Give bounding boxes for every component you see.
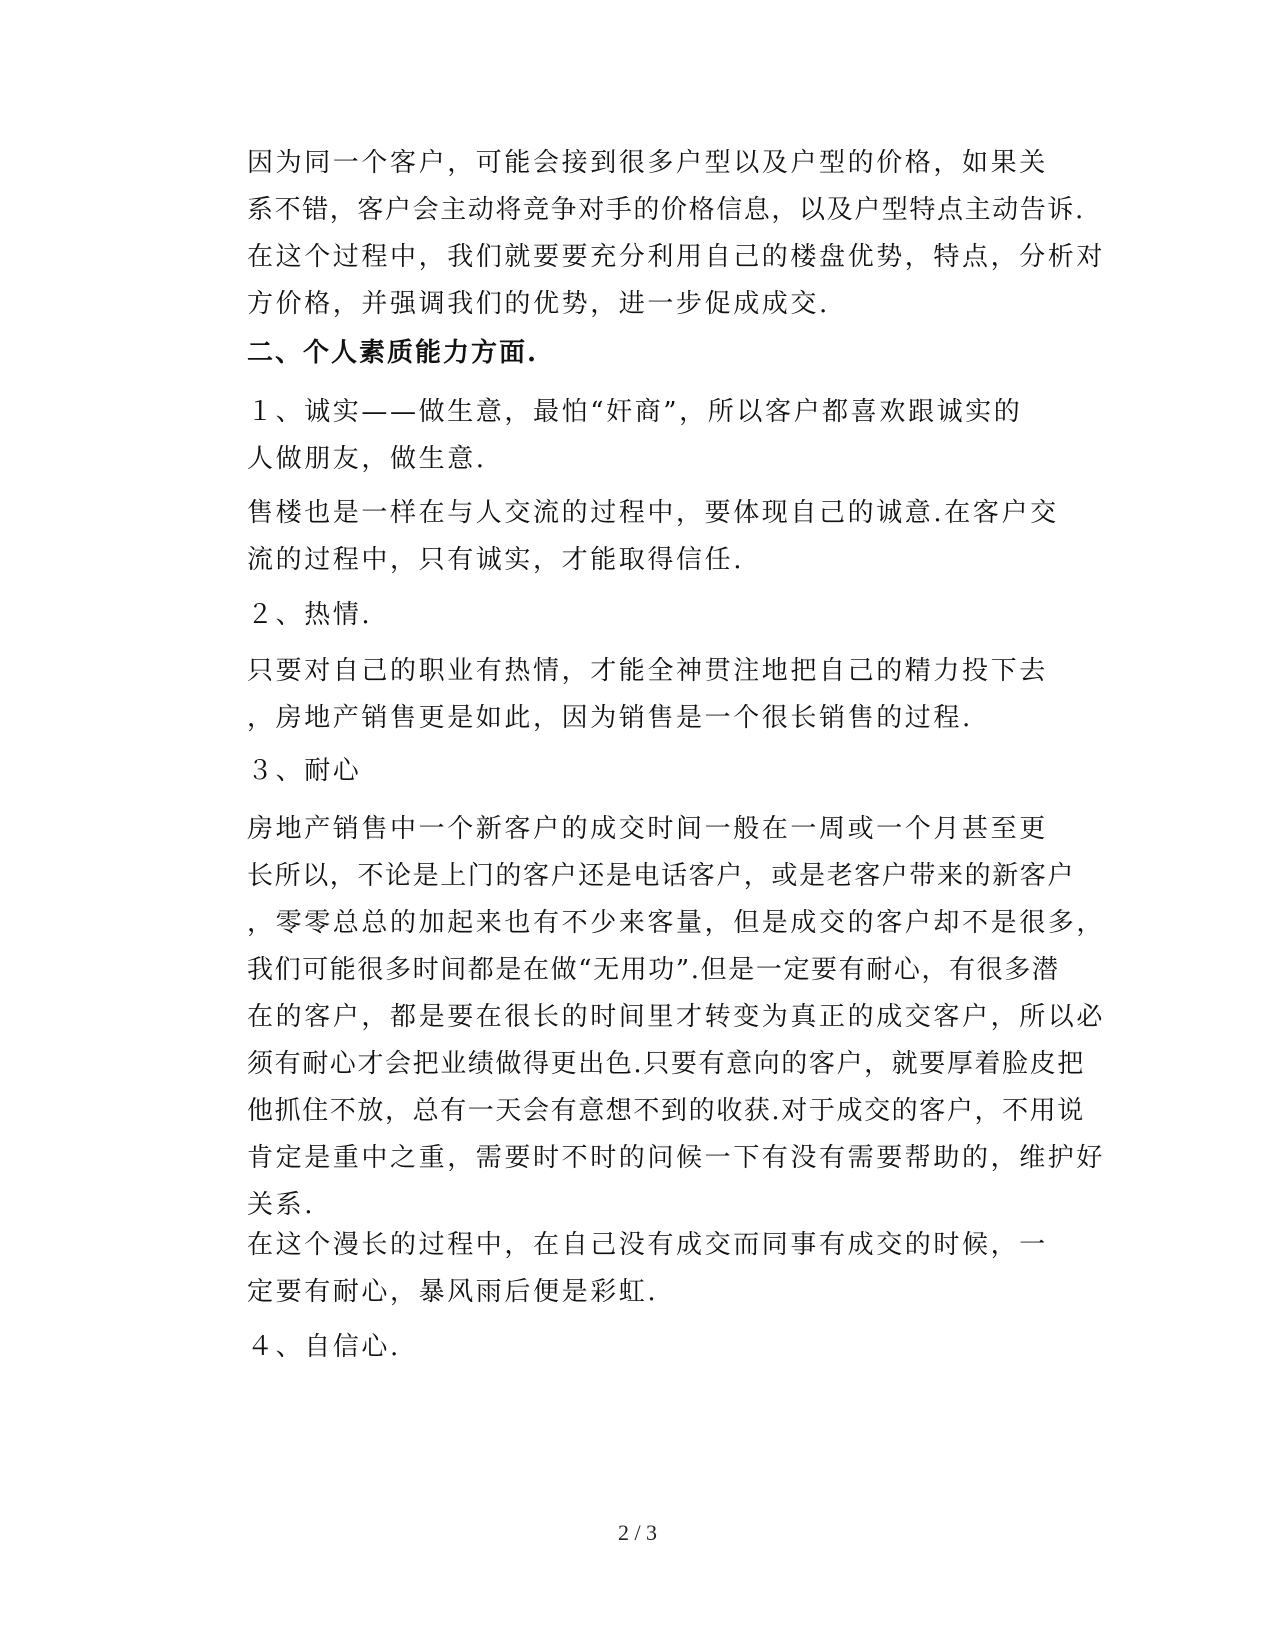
list-item-patience [188,748,1068,795]
text-line: ３、耐心 [247,756,362,786]
text-line: 因为同一个客户，可能会接到很多户型以及户型的价格，如果关 [247,148,1048,178]
text-line: ２、热情. [247,600,373,630]
text-line: 系不错，客户会主动将竞争对手的价格信息，以及户型特点主动告诉. [247,195,1085,225]
paragraph-sales-honesty [188,490,1068,584]
list-item-confidence [188,1324,1068,1371]
paragraph-competitor-pricing [188,140,1106,328]
text-line: 流的过程中，只有诚实，才能取得信任. [247,545,745,575]
paragraph-honesty [188,389,1068,483]
text-line: 关系. [247,1190,316,1220]
paragraph-enthusiasm [188,648,1068,742]
paragraph-patience [188,806,1106,1229]
text-line: 他抓住不放，总有一天会有意想不到的收获.对于成交的客户，不用说 [247,1096,1085,1126]
text-line: 长所以，不论是上门的客户还是电话客户，或是老客户带来的新客户 [247,861,1076,891]
text-line: ４、自信心. [247,1332,401,1362]
text-line: ，零零总总的加起来也有不少来客量，但是成交的客户却不是很多， [247,908,1106,938]
text-line: 房地产销售中一个新客户的成交时间一般在一周或一个月甚至更 [247,814,1048,844]
heading-text: 二、个人素质能力方面. [247,338,539,368]
text-line: 只要对自己的职业有热情，才能全神贯注地把自己的精力投下去 [247,656,1048,686]
text-line: 方价格，并强调我们的优势，进一步促成成交. [247,289,830,319]
text-line: 售楼也是一样在与人交流的过程中，要体现自己的诚意.在客户交 [247,498,1059,528]
text-line: 人做朋友，做生意. [247,444,487,474]
section-heading [188,330,1068,377]
page-number: 2 / 3 [617,1520,658,1545]
text-line: 定要有耐心，暴风雨后便是彩虹. [247,1277,659,1307]
text-line: 须有耐心才会把业绩做得更出色.只要有意向的客户，就要厚着脸皮把 [247,1049,1085,1079]
text-line: 在这个过程中，我们就要要充分利用自己的楼盘优势，特点，分析对 [247,242,1106,272]
text-line: １、诚实——做生意，最怕“奸商”，所以客户都喜欢跟诚实的 [247,397,1023,427]
text-line: 我们可能很多时间都是在做“无用功”.但是一定要有耐心，有很多潜 [247,955,1060,985]
text-line: 肯定是重中之重，需要时不时的问候一下有没有需要帮助的，维护好 [247,1143,1106,1173]
text-line: 在这个漫长的过程中，在自己没有成交而同事有成交的时候，一 [247,1230,1048,1260]
list-item-enthusiasm [188,592,1068,639]
text-line: ，房地产销售更是如此，因为销售是一个很长销售的过程. [247,703,973,733]
text-line: 在的客户，都是要在很长的时间里才转变为真正的成交客户，所以必 [247,1002,1106,1032]
paragraph-long-process [188,1222,1068,1316]
